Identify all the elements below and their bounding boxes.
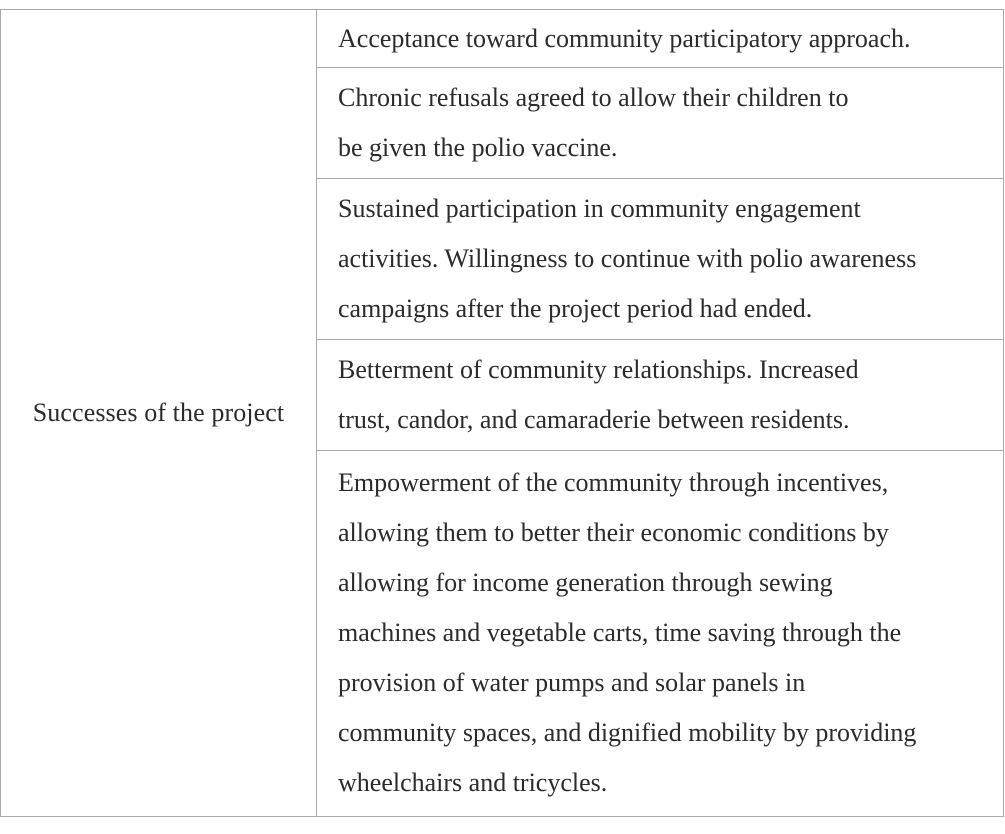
text-line: provision of water pumps and solar panels in [338,668,806,698]
text-line: trust, candor, and camaraderie between residents. [338,404,850,434]
table-row [1,10,1004,68]
text-line: wheelchairs and tricycles. [338,768,608,798]
text-line: campaigns after the project period had ended. [338,293,813,323]
text-line: be given the polio vaccine. [338,132,618,162]
text-line: Betterment of community relationships. Increased [338,354,859,384]
text-line: community spaces, and dignified mobility by providing [338,718,917,748]
success-item-5 [317,450,1004,816]
text-line: allowing them to better their economic conditions by [338,518,889,548]
row-label-cell [1,10,317,817]
text-line: machines and vegetable carts, time saving through the [338,618,902,648]
text-line: Empowerment of the community through incentives, [338,468,889,498]
success-item-1 [317,10,1004,68]
successes-table [0,9,1004,817]
success-item-4 [317,340,1004,450]
text-line: Acceptance toward community participatory approach. [338,23,911,53]
text-line: activities. Willingness to continue with polio awareness [338,243,917,273]
text-line: Sustained participation in community engagement [338,193,861,223]
success-item-3 [317,178,1004,340]
success-item-2 [317,68,1004,178]
text-line: Chronic refusals agreed to allow their children to [338,82,849,112]
row-label: Successes of the project [32,398,285,427]
text-line: allowing for income generation through sewing [338,568,833,598]
